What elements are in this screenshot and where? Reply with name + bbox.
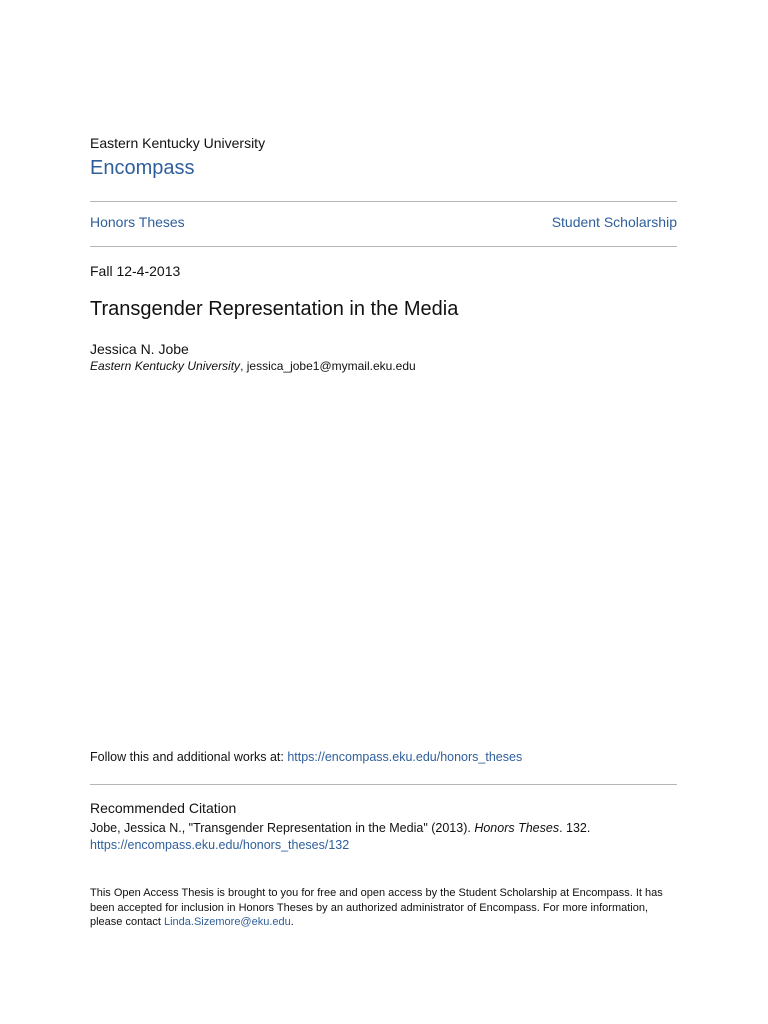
follow-line: [90, 750, 522, 764]
follow-text: Follow this and additional works at:: [90, 750, 288, 764]
author-name: Jessica N. Jobe: [90, 341, 189, 357]
citation-text: [90, 821, 590, 835]
affiliation-name: Eastern Kentucky University: [90, 359, 241, 373]
citation-link[interactable]: https://encompass.eku.edu/honors_theses/132: [90, 838, 350, 852]
follow-link[interactable]: https://encompass.eku.edu/honors_theses: [287, 750, 523, 764]
access-notice-text: This Open Access Thesis is brought to you for free and open access by the Student Scholarship at Encompass. It has been accepted for inclusion in Honors Theses by an authorized administrator of Encompass. For more information, please contact: [90, 887, 663, 928]
author-email: jessica_jobe1@mymail.eku.edu: [246, 359, 416, 373]
citation-text-after: . 132.: [559, 821, 591, 835]
contact-email-link[interactable]: Linda.Sizemore@eku.edu: [164, 916, 291, 928]
divider-top: [90, 201, 677, 202]
citation-text-before: Jobe, Jessica N., "Transgender Representation in the Media" (2013).: [90, 821, 475, 835]
citation-heading: Recommended Citation: [90, 800, 237, 816]
affiliation-separator: ,: [240, 359, 247, 373]
institution-name: Eastern Kentucky University: [90, 135, 266, 151]
publication-date: Fall 12-4-2013: [90, 263, 181, 279]
student-scholarship-link[interactable]: Student Scholarship: [551, 214, 677, 230]
access-notice: [90, 886, 680, 930]
access-notice-end: .: [290, 916, 294, 928]
document-title: Transgender Representation in the Media: [90, 298, 459, 320]
honors-theses-link[interactable]: Honors Theses: [90, 214, 185, 230]
author-affiliation: [90, 359, 416, 373]
repository-link[interactable]: Encompass: [90, 157, 195, 179]
citation-journal: Honors Theses: [474, 821, 560, 835]
divider-citation: [90, 784, 677, 785]
divider-nav: [90, 246, 677, 247]
